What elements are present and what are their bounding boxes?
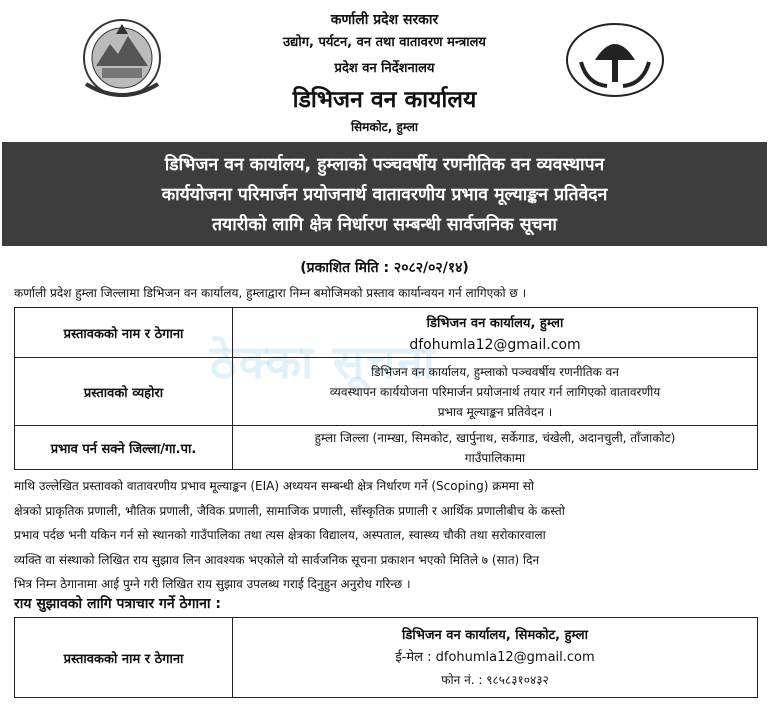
intro-text: कर्णाली प्रदेश हुम्ला जिल्लामा डिभिजन वन कार्यालय, हुम्लाद्वारा निम्न बमोजिमको प्रस्ताव कार्यान्वयन गर्न लागिएको छ । <box>14 286 527 300</box>
notice-title-banner <box>2 142 767 246</box>
table-row <box>15 618 758 698</box>
proposer-name: डिभिजन वन कार्यालय, हुम्ला <box>426 315 564 331</box>
paragraph-line: प्रभाव पर्दछ भनी यकिन गर्न सो स्थानको गाउँपालिका तथा त्यस क्षेत्रका विद्यालय, अस्पताल, स्वास्थ्य चौकी तथा सरोकारवाला <box>14 528 546 543</box>
paragraph-line: भित्र निम्न ठेगानामा आई पुग्ने गरी लिखित राय सुझाव उपलब्ध गराई दिनुहुन अनुरोध गरिन्छ । <box>14 577 411 592</box>
banner-line-2: कार्ययोजना परिमार्जन प्रयोजनार्थ वातावरणीय प्रभाव मूल्याङ्कन प्रतिवेदन <box>161 185 608 205</box>
ministry-name: उद्योग, पर्यटन, वन तथा वातावरण मन्त्रालय <box>283 35 486 50</box>
body-paragraph <box>14 474 758 597</box>
published-date: (प्रकाशित मिति : २०८२/०२/१४) <box>300 260 469 276</box>
contact-heading: राय सुझावको लागि पत्राचार गर्ने ठेगाना : <box>14 596 222 612</box>
table-row <box>15 308 758 358</box>
office-name: डिभिजन वन कार्यालय <box>292 87 477 113</box>
proposal-subject-label: प्रस्तावको व्यहोरा <box>15 358 233 426</box>
banner-line-3: तयारीको लागि क्षेत्र निर्धारण सम्बन्धी सार्वजनिक सूचना <box>212 215 557 235</box>
table-row <box>15 358 758 426</box>
proposer-label: प्रस्तावकको नाम र ठेगाना <box>15 308 233 358</box>
affected-area-line: गाउँपालिकामा <box>464 450 526 465</box>
contact-email: ई-मेल : dfohumla12@gmail.com <box>395 649 595 665</box>
paragraph-line: माथि उल्लेखित प्रस्तावको वातावरणीय प्रभाव मूल्याङ्कन (EIA) अध्ययन सम्बन्धी क्षेत्र निर्धारण गर्ने (Scoping) क्रममा सो <box>14 479 534 493</box>
watermark: ठेक्का सूचना <box>210 335 437 389</box>
contact-table <box>14 617 758 698</box>
proposer-email: dfohumla12@gmail.com <box>409 336 581 353</box>
table-row <box>15 426 758 470</box>
contact-cell <box>233 618 758 698</box>
proposer-cell <box>233 308 758 358</box>
paragraph-line: क्षेत्रको प्राकृतिक प्रणाली, भौतिक प्रणाली, जैविक प्रणाली, सामाजिक प्रणाली, साँस्कृतिक प्रणाली र आर्थिक प्रणालीबीच के कस्तो <box>14 503 565 518</box>
proposal-table <box>14 307 758 470</box>
affected-area-label: प्रभाव पर्न सक्ने जिल्ला/गा.पा. <box>15 426 233 470</box>
affected-area-cell <box>233 426 758 470</box>
proposal-subject-line: व्यवस्थापन कार्ययोजना परिमार्जन प्रयोजनार्थ तयार गर्न लागिएको वातावरणीय <box>329 384 661 399</box>
proposal-subject-cell <box>233 358 758 426</box>
letterhead <box>0 0 769 142</box>
proposal-subject-line: डिभिजन वन कार्यालय, हुम्लाको पञ्चवर्षीय रणनीतिक वन <box>371 364 619 379</box>
paragraph-line: व्यक्ति वा संस्थाको लिखित राय सुझाव लिन आवश्यक भएकोले यो सार्वजनिक सूचना प्रकाशन भएको मितिले ७ (सात) दिन <box>14 552 540 567</box>
proposal-subject-line: प्रभाव मूल्याङ्कन प्रतिवेदन । <box>437 404 553 419</box>
banner-line-1: डिभिजन वन कार्यालय, हुम्लाको पञ्चवर्षीय रणनीतिक वन व्यवस्थापन <box>164 155 605 175</box>
directorate-name: प्रदेश वन निर्देशनालय <box>334 61 435 76</box>
office-location: सिमकोट, हुम्ला <box>350 120 419 134</box>
contact-label: प्रस्तावकको नाम र ठेगाना <box>15 618 233 698</box>
forest-hands-logo-icon <box>565 22 665 98</box>
government-name: कर्णाली प्रदेश सरकार <box>330 12 439 28</box>
contact-phone: फोन नं. : ९८५८३१०४३२ <box>441 672 549 687</box>
affected-area-line: हुम्ला जिल्ला (नाम्खा, सिमकोट, खार्पुनाथ, सर्केगाड, चंखेली, अदानचुली, ताँजाकोट) <box>314 430 676 445</box>
contact-name: डिभिजन वन कार्यालय, सिमकोट, हुम्ला <box>402 627 588 643</box>
